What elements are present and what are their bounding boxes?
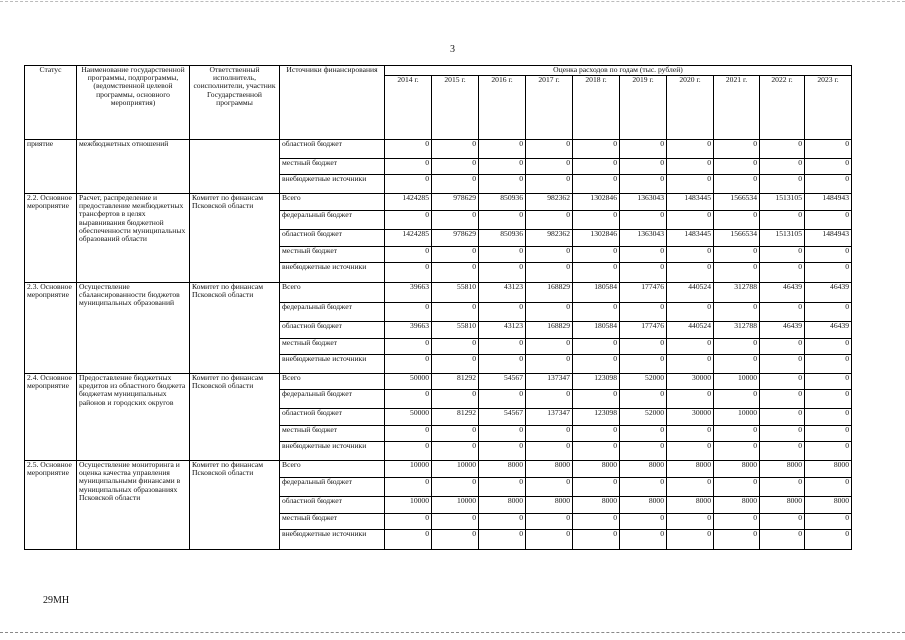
value-cell: 50000 <box>385 374 432 390</box>
source-cell: Всего <box>280 194 385 211</box>
value-cell: 312788 <box>714 322 760 339</box>
value-cell: 8000 <box>620 497 667 514</box>
value-cell: 0 <box>805 514 852 530</box>
group-executor: Комитет по финансам Псковской области <box>190 461 280 550</box>
value-cell: 0 <box>479 339 526 355</box>
value-cell: 0 <box>805 303 852 322</box>
value-cell: 8000 <box>760 497 805 514</box>
value-cell: 0 <box>667 140 714 159</box>
value-cell: 0 <box>620 514 667 530</box>
page-number: 3 <box>450 44 455 55</box>
value-cell: 0 <box>573 355 620 374</box>
value-cell: 0 <box>573 247 620 263</box>
value-cell: 1424285 <box>385 230 432 247</box>
value-cell: 30000 <box>667 409 714 426</box>
value-cell: 0 <box>805 175 852 194</box>
group-executor: Комитет по финансам Псковской области <box>190 374 280 461</box>
value-cell: 0 <box>760 303 805 322</box>
header-year: 2016 г. <box>479 76 526 140</box>
value-cell: 52000 <box>620 409 667 426</box>
value-cell: 0 <box>526 140 573 159</box>
source-cell: Всего <box>280 461 385 478</box>
value-cell: 0 <box>573 530 620 550</box>
value-cell: 0 <box>714 303 760 322</box>
value-cell: 1424285 <box>385 194 432 211</box>
value-cell: 0 <box>432 355 479 374</box>
value-cell: 0 <box>573 514 620 530</box>
value-cell: 0 <box>714 355 760 374</box>
value-cell: 52000 <box>620 374 667 390</box>
value-cell: 81292 <box>432 374 479 390</box>
value-cell: 1363043 <box>620 194 667 211</box>
value-cell: 0 <box>432 159 479 175</box>
value-cell: 0 <box>573 390 620 409</box>
value-cell: 8000 <box>667 461 714 478</box>
value-cell: 0 <box>714 339 760 355</box>
source-cell: областной бюджет <box>280 409 385 426</box>
value-cell: 0 <box>620 478 667 497</box>
value-cell: 0 <box>479 303 526 322</box>
value-cell: 137347 <box>526 374 573 390</box>
table-row <box>25 283 852 303</box>
value-cell: 0 <box>432 263 479 283</box>
group-status: 2.4. Основное мероприятие <box>25 374 77 461</box>
value-cell: 0 <box>432 211 479 230</box>
value-cell: 0 <box>805 390 852 409</box>
value-cell: 0 <box>573 478 620 497</box>
value-cell: 10000 <box>432 497 479 514</box>
source-cell: Всего <box>280 374 385 390</box>
value-cell: 0 <box>760 409 805 426</box>
value-cell: 0 <box>667 530 714 550</box>
value-cell: 0 <box>805 530 852 550</box>
value-cell: 0 <box>526 442 573 461</box>
value-cell: 0 <box>667 478 714 497</box>
value-cell: 1513105 <box>760 230 805 247</box>
value-cell: 0 <box>573 140 620 159</box>
expenditure-table <box>24 65 852 550</box>
value-cell: 0 <box>385 514 432 530</box>
source-cell: федеральный бюджет <box>280 478 385 497</box>
value-cell: 0 <box>667 514 714 530</box>
source-cell: местный бюджет <box>280 514 385 530</box>
header-year: 2020 г. <box>667 76 714 140</box>
value-cell: 0 <box>667 442 714 461</box>
value-cell: 8000 <box>573 497 620 514</box>
value-cell: 0 <box>385 159 432 175</box>
value-cell: 0 <box>760 175 805 194</box>
value-cell: 0 <box>805 140 852 159</box>
table-row <box>25 140 852 159</box>
header-year: 2017 г. <box>526 76 573 140</box>
value-cell: 0 <box>714 211 760 230</box>
value-cell: 55810 <box>432 283 479 303</box>
value-cell: 0 <box>526 303 573 322</box>
value-cell: 1483445 <box>667 194 714 211</box>
header-year: 2014 г. <box>385 76 432 140</box>
value-cell: 123098 <box>573 374 620 390</box>
value-cell: 0 <box>667 390 714 409</box>
value-cell: 0 <box>760 514 805 530</box>
value-cell: 0 <box>760 247 805 263</box>
value-cell: 0 <box>526 390 573 409</box>
value-cell: 10000 <box>385 497 432 514</box>
value-cell: 440524 <box>667 322 714 339</box>
value-cell: 81292 <box>432 409 479 426</box>
group-executor <box>190 140 280 194</box>
value-cell: 982362 <box>526 194 573 211</box>
value-cell: 0 <box>620 211 667 230</box>
value-cell: 1363043 <box>620 230 667 247</box>
value-cell: 0 <box>667 159 714 175</box>
value-cell: 0 <box>432 303 479 322</box>
value-cell: 137347 <box>526 409 573 426</box>
value-cell: 0 <box>620 442 667 461</box>
group-executor: Комитет по финансам Псковской области <box>190 194 280 283</box>
value-cell: 0 <box>620 159 667 175</box>
value-cell: 0 <box>385 530 432 550</box>
value-cell: 312788 <box>714 283 760 303</box>
value-cell: 177476 <box>620 283 667 303</box>
group-status: 2.5. Основное мероприятие <box>25 461 77 550</box>
value-cell: 0 <box>714 390 760 409</box>
value-cell: 0 <box>432 175 479 194</box>
value-cell: 0 <box>479 175 526 194</box>
source-cell: внебюджетные источники <box>280 175 385 194</box>
value-cell: 0 <box>526 159 573 175</box>
value-cell: 0 <box>526 426 573 442</box>
header-year: 2018 г. <box>573 76 620 140</box>
value-cell: 0 <box>714 140 760 159</box>
value-cell: 0 <box>620 140 667 159</box>
value-cell: 0 <box>479 355 526 374</box>
value-cell: 8000 <box>714 497 760 514</box>
value-cell: 0 <box>385 355 432 374</box>
value-cell: 168829 <box>526 322 573 339</box>
value-cell: 1566534 <box>714 194 760 211</box>
value-cell: 1566534 <box>714 230 760 247</box>
value-cell: 0 <box>573 303 620 322</box>
value-cell: 0 <box>385 390 432 409</box>
source-cell: федеральный бюджет <box>280 303 385 322</box>
value-cell: 10000 <box>714 374 760 390</box>
value-cell: 0 <box>573 442 620 461</box>
value-cell: 0 <box>805 211 852 230</box>
value-cell: 8000 <box>479 461 526 478</box>
value-cell: 0 <box>526 175 573 194</box>
value-cell: 55810 <box>432 322 479 339</box>
value-cell: 978629 <box>432 230 479 247</box>
value-cell: 39663 <box>385 283 432 303</box>
value-cell: 0 <box>760 140 805 159</box>
value-cell: 0 <box>479 159 526 175</box>
top-scan-edge <box>0 1 905 2</box>
value-cell: 0 <box>667 355 714 374</box>
value-cell: 8000 <box>620 461 667 478</box>
value-cell: 10000 <box>432 461 479 478</box>
source-cell: местный бюджет <box>280 426 385 442</box>
value-cell: 1302846 <box>573 194 620 211</box>
value-cell: 0 <box>760 211 805 230</box>
value-cell: 850936 <box>479 194 526 211</box>
value-cell: 180584 <box>573 283 620 303</box>
header-year: 2019 г. <box>620 76 667 140</box>
value-cell: 46439 <box>760 283 805 303</box>
value-cell: 0 <box>526 514 573 530</box>
table-row <box>25 461 852 478</box>
value-cell: 0 <box>714 159 760 175</box>
table-row <box>25 194 852 211</box>
value-cell: 8000 <box>526 497 573 514</box>
value-cell: 1484943 <box>805 194 852 211</box>
source-cell: внебюджетные источники <box>280 263 385 283</box>
value-cell: 0 <box>385 140 432 159</box>
footer-code: 29МН <box>43 595 70 606</box>
value-cell: 0 <box>805 374 852 390</box>
value-cell: 978629 <box>432 194 479 211</box>
value-cell: 0 <box>760 339 805 355</box>
value-cell: 0 <box>479 390 526 409</box>
value-cell: 30000 <box>667 374 714 390</box>
source-cell: Всего <box>280 283 385 303</box>
value-cell: 0 <box>805 263 852 283</box>
value-cell: 8000 <box>714 461 760 478</box>
value-cell: 0 <box>714 175 760 194</box>
value-cell: 0 <box>805 442 852 461</box>
value-cell: 0 <box>385 339 432 355</box>
value-cell: 0 <box>714 263 760 283</box>
value-cell: 0 <box>714 442 760 461</box>
value-cell: 0 <box>526 263 573 283</box>
value-cell: 0 <box>479 426 526 442</box>
value-cell: 0 <box>667 211 714 230</box>
value-cell: 0 <box>667 303 714 322</box>
value-cell: 0 <box>385 303 432 322</box>
value-cell: 0 <box>526 478 573 497</box>
value-cell: 168829 <box>526 283 573 303</box>
value-cell: 0 <box>526 211 573 230</box>
value-cell: 8000 <box>526 461 573 478</box>
value-cell: 0 <box>385 175 432 194</box>
value-cell: 123098 <box>573 409 620 426</box>
value-cell: 850936 <box>479 230 526 247</box>
value-cell: 0 <box>805 339 852 355</box>
value-cell: 0 <box>760 530 805 550</box>
value-cell: 0 <box>714 478 760 497</box>
value-cell: 0 <box>760 374 805 390</box>
value-cell: 0 <box>760 426 805 442</box>
group-name: межбюджетных отношений <box>77 140 190 194</box>
value-cell: 0 <box>620 339 667 355</box>
value-cell: 0 <box>385 211 432 230</box>
group-name: Расчет, распределение и предоставление межбюджетных трансфертов в целях выравнивания бюджетной обеспеченности муниципальных образований области <box>77 194 190 283</box>
value-cell: 0 <box>385 478 432 497</box>
value-cell: 0 <box>760 478 805 497</box>
value-cell: 0 <box>667 426 714 442</box>
group-status: 2.2. Основное мероприятие <box>25 194 77 283</box>
value-cell: 0 <box>805 426 852 442</box>
value-cell: 0 <box>805 355 852 374</box>
value-cell: 8000 <box>573 461 620 478</box>
source-cell: местный бюджет <box>280 339 385 355</box>
value-cell: 0 <box>620 247 667 263</box>
value-cell: 0 <box>760 159 805 175</box>
source-cell: областной бюджет <box>280 140 385 159</box>
value-cell: 0 <box>526 247 573 263</box>
value-cell: 0 <box>432 442 479 461</box>
source-cell: областной бюджет <box>280 230 385 247</box>
value-cell: 0 <box>432 247 479 263</box>
group-executor: Комитет по финансам Псковской области <box>190 283 280 374</box>
value-cell: 10000 <box>385 461 432 478</box>
value-cell: 0 <box>385 442 432 461</box>
value-cell: 0 <box>385 263 432 283</box>
value-cell: 0 <box>667 175 714 194</box>
source-cell: федеральный бюджет <box>280 390 385 409</box>
value-cell: 0 <box>714 530 760 550</box>
value-cell: 0 <box>385 426 432 442</box>
value-cell: 0 <box>620 355 667 374</box>
value-cell: 8000 <box>479 497 526 514</box>
source-cell: внебюджетные источники <box>280 530 385 550</box>
value-cell: 0 <box>667 247 714 263</box>
value-cell: 46439 <box>760 322 805 339</box>
value-cell: 0 <box>714 426 760 442</box>
group-status: приятие <box>25 140 77 194</box>
value-cell: 180584 <box>573 322 620 339</box>
value-cell: 43123 <box>479 283 526 303</box>
source-cell: местный бюджет <box>280 247 385 263</box>
value-cell: 0 <box>573 339 620 355</box>
value-cell: 177476 <box>620 322 667 339</box>
value-cell: 39663 <box>385 322 432 339</box>
source-cell: внебюджетные источники <box>280 442 385 461</box>
value-cell: 0 <box>620 263 667 283</box>
value-cell: 8000 <box>667 497 714 514</box>
value-cell: 8000 <box>760 461 805 478</box>
value-cell: 1483445 <box>667 230 714 247</box>
value-cell: 0 <box>760 355 805 374</box>
value-cell: 0 <box>479 263 526 283</box>
value-cell: 46439 <box>805 283 852 303</box>
header-executor: Ответственный исполнитель, соисполнители, участник Государственной программы <box>190 66 280 140</box>
source-cell: областной бюджет <box>280 322 385 339</box>
value-cell: 0 <box>479 442 526 461</box>
source-cell: федеральный бюджет <box>280 211 385 230</box>
value-cell: 54567 <box>479 374 526 390</box>
value-cell: 0 <box>805 247 852 263</box>
value-cell: 0 <box>805 159 852 175</box>
value-cell: 982362 <box>526 230 573 247</box>
value-cell: 0 <box>805 409 852 426</box>
table-row <box>25 374 852 390</box>
value-cell: 0 <box>526 339 573 355</box>
value-cell: 43123 <box>479 322 526 339</box>
value-cell: 0 <box>620 426 667 442</box>
value-cell: 0 <box>432 339 479 355</box>
value-cell: 46439 <box>805 322 852 339</box>
value-cell: 0 <box>432 530 479 550</box>
value-cell: 0 <box>479 247 526 263</box>
value-cell: 0 <box>432 514 479 530</box>
bottom-scan-edge <box>0 632 905 633</box>
value-cell: 0 <box>385 247 432 263</box>
value-cell: 0 <box>620 390 667 409</box>
value-cell: 0 <box>760 263 805 283</box>
value-cell: 0 <box>479 211 526 230</box>
source-cell: местный бюджет <box>280 159 385 175</box>
value-cell: 0 <box>620 175 667 194</box>
value-cell: 0 <box>573 175 620 194</box>
value-cell: 0 <box>479 514 526 530</box>
value-cell: 1302846 <box>573 230 620 247</box>
group-name: Предоставление бюджетных кредитов из областного бюджета бюджетам муниципальных районов и городских округов <box>77 374 190 461</box>
value-cell: 0 <box>714 514 760 530</box>
source-cell: внебюджетные источники <box>280 355 385 374</box>
header-estimate: Оценка расходов по годам (тыс. рублей) <box>385 66 852 76</box>
header-year: 2021 г. <box>714 76 760 140</box>
group-name: Осуществление сбалансированности бюджетов муниципальных образований <box>77 283 190 374</box>
value-cell: 440524 <box>667 283 714 303</box>
value-cell: 0 <box>760 442 805 461</box>
value-cell: 10000 <box>714 409 760 426</box>
header-year: 2023 г. <box>805 76 852 140</box>
value-cell: 0 <box>526 355 573 374</box>
value-cell: 0 <box>526 530 573 550</box>
value-cell: 0 <box>760 390 805 409</box>
header-year: 2015 г. <box>432 76 479 140</box>
value-cell: 1513105 <box>760 194 805 211</box>
value-cell: 8000 <box>805 461 852 478</box>
value-cell: 0 <box>667 339 714 355</box>
value-cell: 1484943 <box>805 230 852 247</box>
group-name: Осуществление мониторинга и оценка качества управления муниципальными финансами в муниципальных образованиях Псковской области <box>77 461 190 550</box>
value-cell: 0 <box>620 530 667 550</box>
header-status: Статус <box>25 66 77 140</box>
header-year: 2022 г. <box>760 76 805 140</box>
value-cell: 0 <box>620 303 667 322</box>
value-cell: 0 <box>479 140 526 159</box>
value-cell: 50000 <box>385 409 432 426</box>
header-source: Источники финансирования <box>280 66 385 140</box>
value-cell: 0 <box>573 426 620 442</box>
value-cell: 0 <box>805 478 852 497</box>
value-cell: 0 <box>573 263 620 283</box>
value-cell: 0 <box>432 140 479 159</box>
value-cell: 0 <box>432 390 479 409</box>
value-cell: 0 <box>432 426 479 442</box>
value-cell: 0 <box>479 478 526 497</box>
value-cell: 8000 <box>805 497 852 514</box>
group-status: 2.3. Основное мероприятие <box>25 283 77 374</box>
value-cell: 0 <box>432 478 479 497</box>
value-cell: 54567 <box>479 409 526 426</box>
value-cell: 0 <box>573 211 620 230</box>
value-cell: 0 <box>573 159 620 175</box>
value-cell: 0 <box>714 247 760 263</box>
source-cell: областной бюджет <box>280 497 385 514</box>
value-cell: 0 <box>479 530 526 550</box>
value-cell: 0 <box>667 263 714 283</box>
header-name: Наименование государственной программы, подпрограммы, (ведомственной целевой программы, основного мероприятия) <box>77 66 190 140</box>
